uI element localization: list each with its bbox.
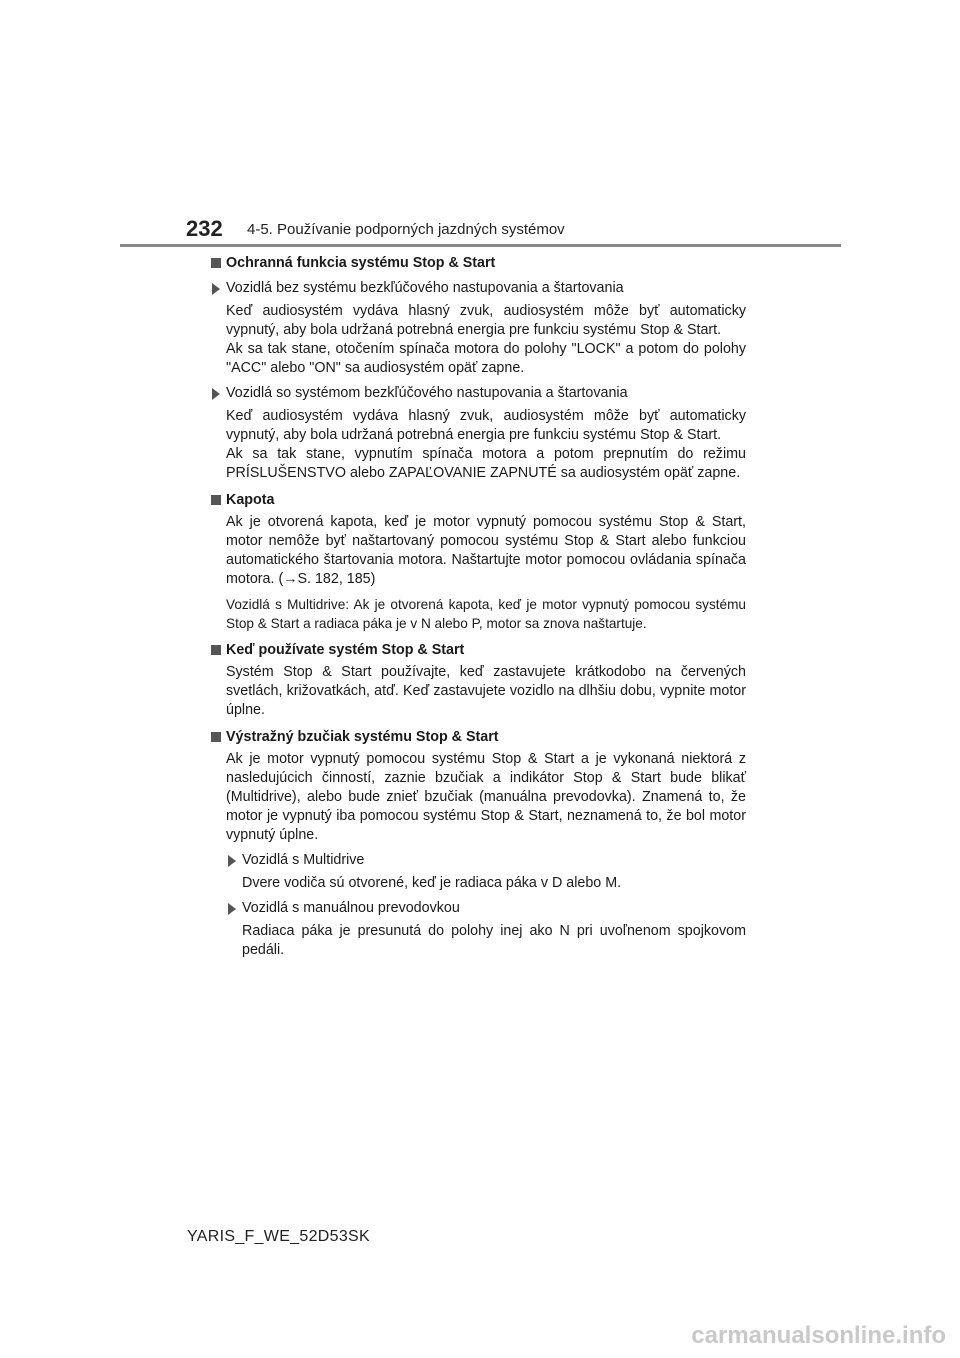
section-hood xyxy=(210,491,746,633)
paragraph xyxy=(210,302,746,378)
page-number: 232 xyxy=(186,216,223,241)
triangle-bullet-icon xyxy=(212,388,220,400)
page-header xyxy=(0,0,960,250)
paragraph-text: Keď audiosystém vydáva hlasný zvuk, audiosystém môže byť automaticky vypnutý, aby bola udržaná potrebná energia pre funkciu systému Stop & Start. xyxy=(226,303,746,338)
section-usage xyxy=(210,641,746,720)
sub-heading xyxy=(210,279,746,298)
triangle-bullet-icon xyxy=(212,283,220,295)
paragraph-text: Keď audiosystém vydáva hlasný zvuk, audiosystém môže byť automaticky vypnutý, aby bola udržaná potrebná energia pre funkciu systému Stop & Start. xyxy=(226,408,746,443)
header-divider xyxy=(120,244,841,247)
sub-heading-text: Vozidlá so systémom bezkľúčového nastupovania a štartovania xyxy=(226,385,628,401)
paragraph-text: Ak sa tak stane, otočením spínača motora do polohy "LOCK" a potom do polohy "ACC" alebo "ON" sa audiosystém opäť zapne. xyxy=(226,341,746,376)
paragraph: Radiaca páka je presunutá do polohy inej ako N pri uvoľnenom spojkovom pedáli. xyxy=(242,923,746,958)
sub-heading xyxy=(210,384,746,403)
chapter-title: 4-5. Používanie podporných jazdných systémov xyxy=(247,221,565,238)
sub-heading-text: Vozidlá s manuálnou prevodovkou xyxy=(242,900,460,916)
sub-heading xyxy=(210,899,746,918)
site-watermark: carmanualsonline.info xyxy=(691,1322,946,1349)
triangle-bullet-icon xyxy=(228,855,236,867)
section-heading xyxy=(210,254,746,273)
paragraph: Systém Stop & Start používajte, keď zastavujete krátkodobo na červených svetlách, križovatkách, atď. Keď zastavujete vozidlo na dlhšiu dobu, vypnite motor úplne. xyxy=(226,664,746,718)
triangle-bullet-icon xyxy=(228,903,236,915)
section-warning-buzzer xyxy=(210,728,746,960)
square-bullet-icon xyxy=(211,732,221,742)
section-stop-start-protection xyxy=(210,254,746,483)
sub-heading-text: Vozidlá s Multidrive xyxy=(242,852,365,868)
square-bullet-icon xyxy=(211,258,221,268)
section-title: Keď používate systém Stop & Start xyxy=(226,642,465,658)
section-heading xyxy=(210,491,746,510)
sub-heading-text: Vozidlá bez systému bezkľúčového nastupovania a štartovania xyxy=(226,280,624,296)
paragraph-note: Vozidlá s Multidrive: Ak je otvorená kapota, keď je motor vypnutý pomocou systému Stop & Start a radiaca páka je v N alebo P, motor sa znova naštartuje. xyxy=(226,597,746,631)
section-title: Ochranná funkcia systému Stop & Start xyxy=(226,255,496,271)
square-bullet-icon xyxy=(211,495,221,505)
document-code: YARIS_F_WE_52D53SK xyxy=(187,1228,370,1245)
page-content xyxy=(210,254,746,968)
paragraph: Dvere vodiča sú otvorené, keď je radiaca páka v D alebo M. xyxy=(242,875,622,891)
section-title: Výstražný bzučiak systému Stop & Start xyxy=(226,729,499,745)
paragraph: Ak je motor vypnutý pomocou systému Stop & Start a je vykonaná niektorá z nasledujúcich činností, zaznie bzučiak a indikátor Stop & Start bude blikať (Multidrive), alebo bude znieť bzučiak (manuálna prevodovka). Znamená to, že motor je vypnutý iba pomocou systému Stop & Start, neznamená to, že bol motor vypnutý úplne. xyxy=(226,751,746,843)
square-bullet-icon xyxy=(211,645,221,655)
paragraph: Ak je otvorená kapota, keď je motor vypnutý pomocou systému Stop & Start, motor nemôže byť naštartovaný pomocou systému Stop & Start alebo funkciou automatického štartovania motora. Naštartujte motor pomocou ovládania spínača motora. (→S. 182, 185) xyxy=(226,514,746,587)
paragraph-text: Ak sa tak stane, vypnutím spínača motora a potom prepnutím do režimu PRÍSLUŠENSTVO alebo ZAPAĽOVANIE ZAPNUTÉ sa audiosystém opäť zapne. xyxy=(226,446,746,481)
sub-heading xyxy=(210,851,746,870)
nested-list xyxy=(210,851,746,960)
section-heading xyxy=(210,728,746,747)
section-heading xyxy=(210,641,746,660)
section-title: Kapota xyxy=(226,492,275,508)
paragraph xyxy=(210,407,746,483)
